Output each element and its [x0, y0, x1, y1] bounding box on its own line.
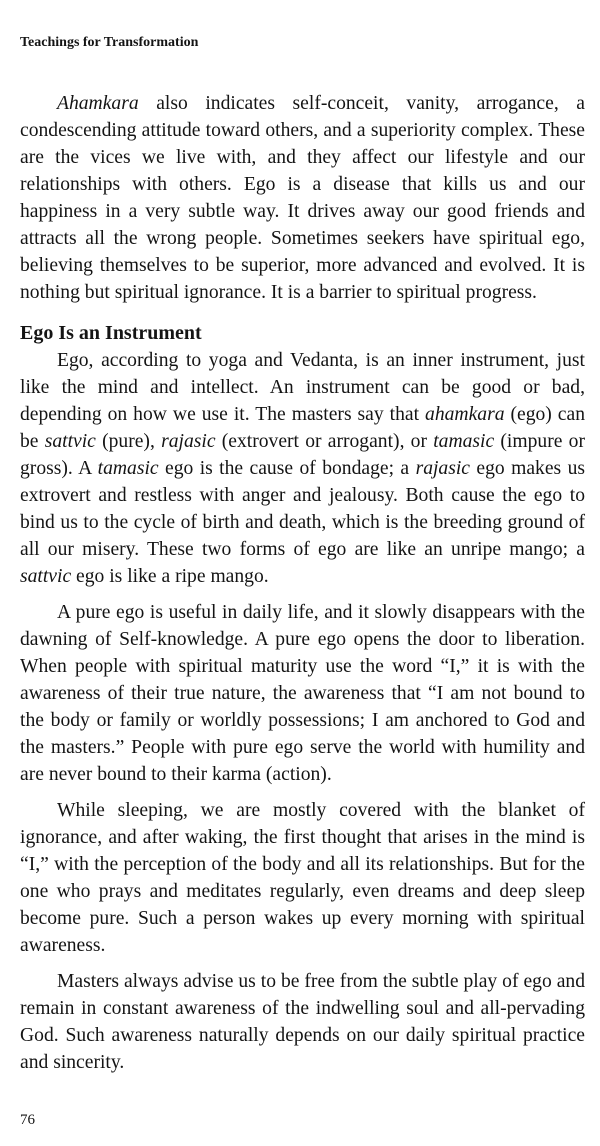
page-number: 76	[20, 1112, 35, 1128]
section-heading: Ego Is an Instrument	[20, 322, 202, 344]
italic-term: sattvic	[44, 431, 96, 452]
paragraph-masters: Masters always advise us to be free from the subtle play of ego and remain in constant awareness of the indwelling soul and all-pervading God. Such awareness naturally depends on our daily spiritual practice and sincerity.	[20, 971, 585, 1073]
italic-term: sattvic	[20, 566, 72, 587]
italic-term: tamasic	[97, 458, 159, 479]
paragraph-sleeping: While sleeping, we are mostly covered with the blanket of ignorance, and after waking, the first thought that arises in the mind is “I,” with the perception of the body and all its relationships. But for the one who prays and meditates regularly, even dreams and deep sleep become pure. Such a person wakes up every morning with spiritual awareness.	[20, 800, 585, 956]
running-head: Teachings for Transformation	[20, 35, 199, 50]
paragraph-ahamkara: Ahamkara also indicates self-conceit, vanity, arrogance, a condescending attitude toward others, and a superiority complex. These are the vices we live with, and they affect our lifestyle and our relationships with others. Ego is a disease that kills us and our happiness in a very subtle way. It drives away our good friends and attracts all the wrong people. Sometimes seekers have spiritual ego, believing themselves to be superior, more advanced and evolved. It is nothing but spiritual ignorance. It is a barrier to spiritual progress.	[20, 93, 585, 303]
body-text	[20, 90, 585, 1085]
italic-term: Ahamkara	[57, 93, 139, 114]
italic-term: rajasic	[415, 458, 470, 479]
paragraph-instrument: Ego, according to yoga and Vedanta, is an inner instrument, just like the mind and intellect. An instrument can be good or bad, depending on how we use it. The masters say that ahamkara (ego) can be sattvic (pure), rajasic (extrovert or arrogant), or tamasic (impure or gross). A tamasic ego is the cause of bondage; a rajasic ego makes us extrovert and restless with anger and jealousy. Both cause the ego to bind us to the cycle of birth and death, which is the breeding ground of all our misery. These two forms of ego are like an unripe mango; a sattvic ego is like a ripe mango.	[20, 350, 586, 587]
italic-term: rajasic	[161, 431, 216, 452]
italic-term: tamasic	[433, 431, 495, 452]
paragraph-pure-ego: A pure ego is useful in daily life, and it slowly disappears with the dawning of Self-knowledge. A pure ego opens the door to liberation. When people with spiritual maturity use the word “I,” it is with the awareness of their true nature, the awareness that “I am not bound to the body or family or worldly possessions; I am anchored to God and the masters.” People with pure ego serve the world with humility and are never bound to their karma (action).	[20, 602, 585, 785]
italic-term: ahamkara	[425, 404, 505, 425]
